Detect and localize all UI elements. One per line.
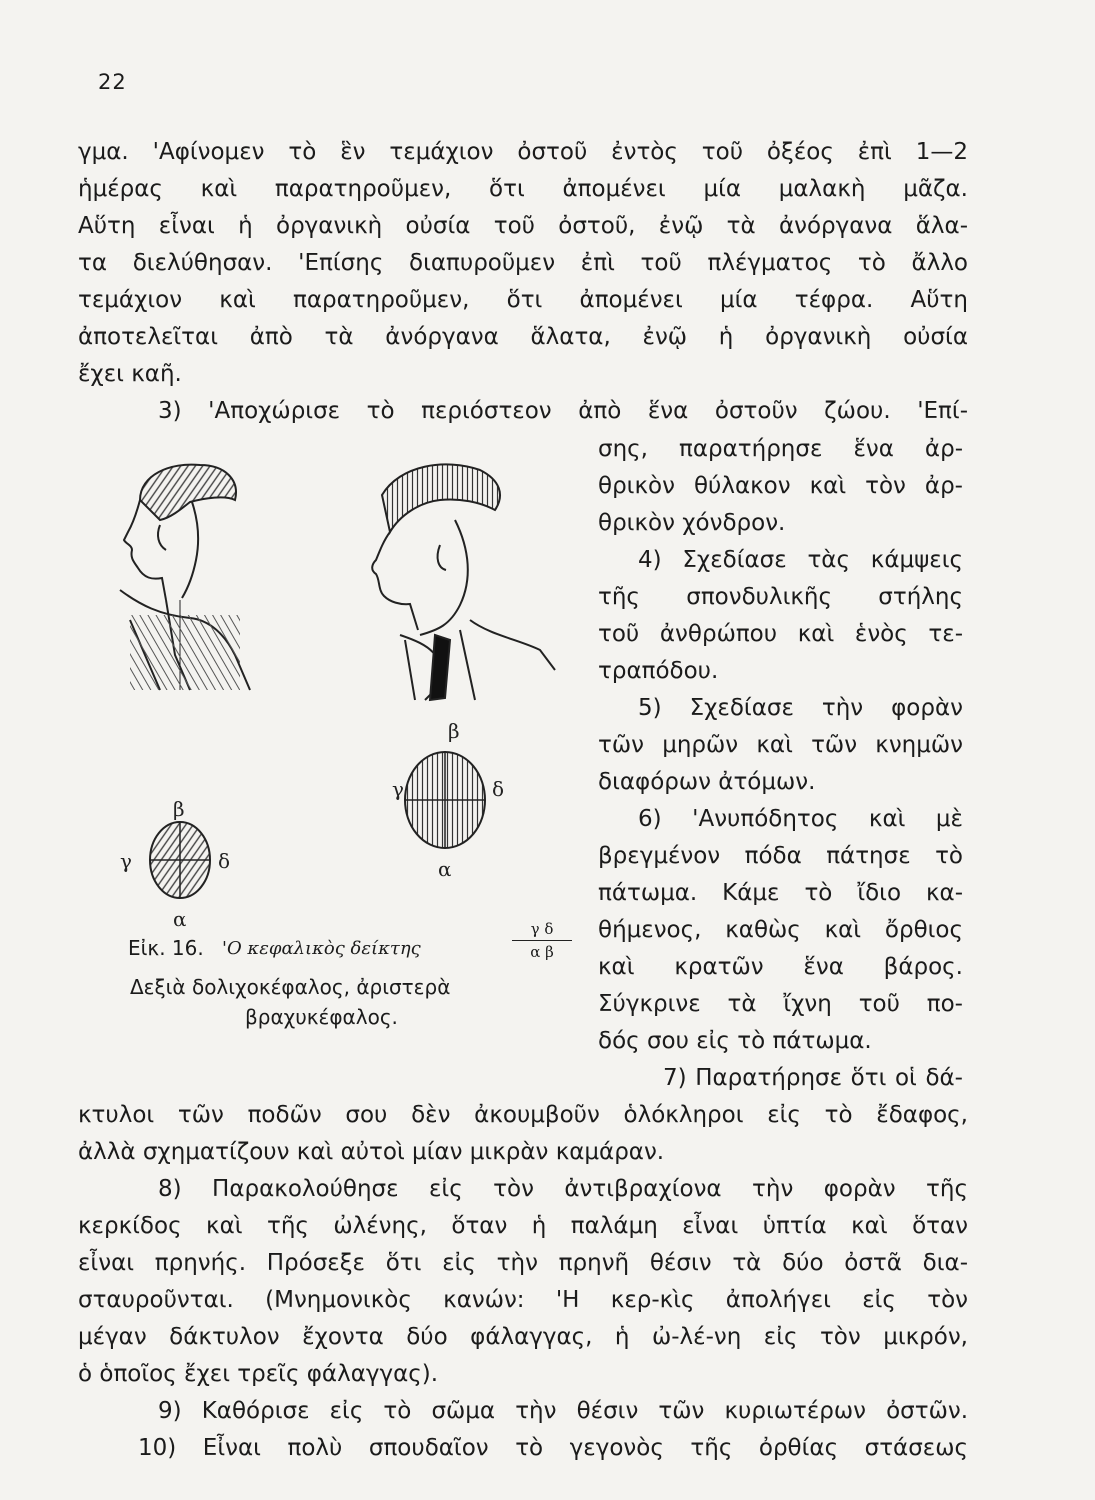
text-line: 10) Εἶναι πολὺ σπουδαῖον τὸ γεγονὸς τῆς ὀρθίας στάσεως [138, 1435, 968, 1461]
text-line: γμα. 'Αφίνομεν τὸ ἓν τεμάχιον ὀστοῦ ἐντὸς τοῦ ὀξέος ἐπὶ 1—2 [78, 139, 968, 165]
text-line: 7) Παρατήρησε ὅτι οἱ δά- [663, 1065, 963, 1091]
left-skull-label-bottom: α [173, 907, 187, 931]
text-line: βρεγμένον πόδα πάτησε τὸ [598, 843, 963, 869]
text-line: εἶναι πρηνής. Πρόσεξε ὅτι εἰς τὴν πρηνῆ θέσιν τὰ δύο ὀστᾶ δια- [78, 1250, 968, 1276]
text-line: σταυροῦνται. (Μνημονικὸς κανών: 'Η κερ-κὶς ἀπολήγει εἰς τὸν [78, 1287, 968, 1313]
text-line: 8) Παρακολούθησε εἰς τὸν ἀντιβραχίονα τὴν φορὰν τῆς [158, 1176, 968, 1202]
right-skull-label-top: β [448, 719, 460, 743]
right-skull-label-bottom: α [438, 857, 452, 881]
text-line: τῆς σπονδυλικῆς στήλης [598, 584, 963, 610]
text-line: ἀποτελεῖται ἀπὸ τὰ ἀνόργανα ἅλατα, ἐνῷ ἡ ὀργανικὴ οὐσία [78, 324, 968, 350]
text-line: δός σου εἰς τὸ πάτωμα. [598, 1028, 872, 1054]
text-line: ἔχει καῆ. [78, 361, 182, 387]
figure-fraction [512, 918, 572, 968]
text-line: ὁ ὁποῖος ἔχει τρεῖς φάλαγγας). [78, 1361, 439, 1387]
text-line: καὶ κρατῶν ἕνα βάρος. [598, 954, 963, 980]
left-skull-label-top: β [173, 797, 185, 821]
right-skull-label-left: γ [392, 777, 404, 801]
page-number: 22 [98, 70, 127, 94]
text-line: θρικὸν χόνδρον. [598, 510, 786, 536]
left-skull-diagram [120, 797, 230, 931]
text-line: 9) Καθόρισε εἰς τὸ σῶμα τὴν θέσιν τῶν κυριωτέρων ὀστῶν. [158, 1398, 968, 1424]
text-line: θρικὸν θύλακον καὶ τὸν ἀρ- [598, 473, 963, 499]
right-skull-diagram [392, 719, 504, 881]
left-skull-label-left: γ [120, 849, 132, 873]
text-line: πάτωμα. Κάμε τὸ ἴδιο κα- [598, 880, 963, 906]
text-line: 5) Σχεδίασε τὴν φορὰν [638, 695, 963, 721]
text-line: 6) 'Ανυπόδητος καὶ μὲ [638, 806, 963, 832]
left-skull-label-right: δ [218, 849, 231, 873]
text-line: σης, παρατήρησε ἕνα ἀρ- [598, 436, 963, 462]
right-skull-label-right: δ [492, 777, 505, 801]
text-line: τα διελύθησαν. 'Επίσης διαπυροῦμεν ἐπὶ τοῦ πλέγματος τὸ ἄλλο [78, 250, 968, 276]
text-line: κτυλοι τῶν ποδῶν σου δὲν ἀκουμβοῦν ὁλόκληροι εἰς τὸ ἔδαφος, [78, 1102, 968, 1128]
text-line: μέγαν δάκτυλον ἔχοντα δύο φάλαγγας, ἡ ὠ-λέ-νη εἰς τὸν μικρόν, [78, 1324, 968, 1350]
text-line: Αὕτη εἶναι ἡ ὀργανικὴ οὐσία τοῦ ὀστοῦ, ἐνῷ τὰ ἀνόργανα ἅλα- [78, 213, 968, 239]
figure-caption-line2: βραχυκέφαλος. [245, 1005, 398, 1029]
text-line: ἀλλὰ σχηματίζουν καὶ αὐτοὶ μίαν μικρὰν καμάραν. [78, 1139, 665, 1165]
fraction-denominator: α β [530, 943, 554, 961]
text-line: θήμενος, καθὼς καὶ ὄρθιος [598, 917, 963, 943]
text-line: κερκίδος καὶ τῆς ὠλένης, ὅταν ἡ παλάμη εἶναι ὑπτία καὶ ὅταν [78, 1213, 968, 1239]
text-line: 4) Σχεδίασε τὰς κάμψεις [638, 547, 963, 573]
text-line: ἡμέρας καὶ παρατηροῦμεν, ὅτι ἀπομένει μία μαλακὴ μᾶζα. [78, 176, 968, 202]
figure-caption-label: Εἰκ. 16. [128, 936, 204, 960]
left-head-profile [120, 465, 250, 690]
figure-caption-title: 'Ο κεφαλικὸς δείκτης [222, 938, 421, 959]
text-line: τοῦ ἀνθρώπου καὶ ἑνὸς τε- [598, 621, 963, 647]
text-line: 3) 'Αποχώρισε τὸ περιόστεον ἀπὸ ἕνα ὀστοῦν ζώου. 'Επί- [158, 398, 968, 424]
right-head-profile [372, 464, 555, 700]
figure-caption-line1: Δεξιὰ δολιχοκέφαλος, ἀριστερὰ [130, 975, 451, 999]
text-line: τῶν μηρῶν καὶ τῶν κνημῶν [598, 732, 963, 758]
text-line: τραπόδου. [598, 658, 719, 684]
text-line: Σύγκρινε τὰ ἴχνη τοῦ πο- [598, 991, 963, 1017]
text-line: τεμάχιον καὶ παρατηροῦμεν, ὅτι ἀπομένει μία τέφρα. Αὕτη [78, 287, 968, 313]
text-line: διαφόρων ἀτόμων. [598, 769, 816, 795]
fraction-numerator: γ δ [512, 918, 572, 941]
